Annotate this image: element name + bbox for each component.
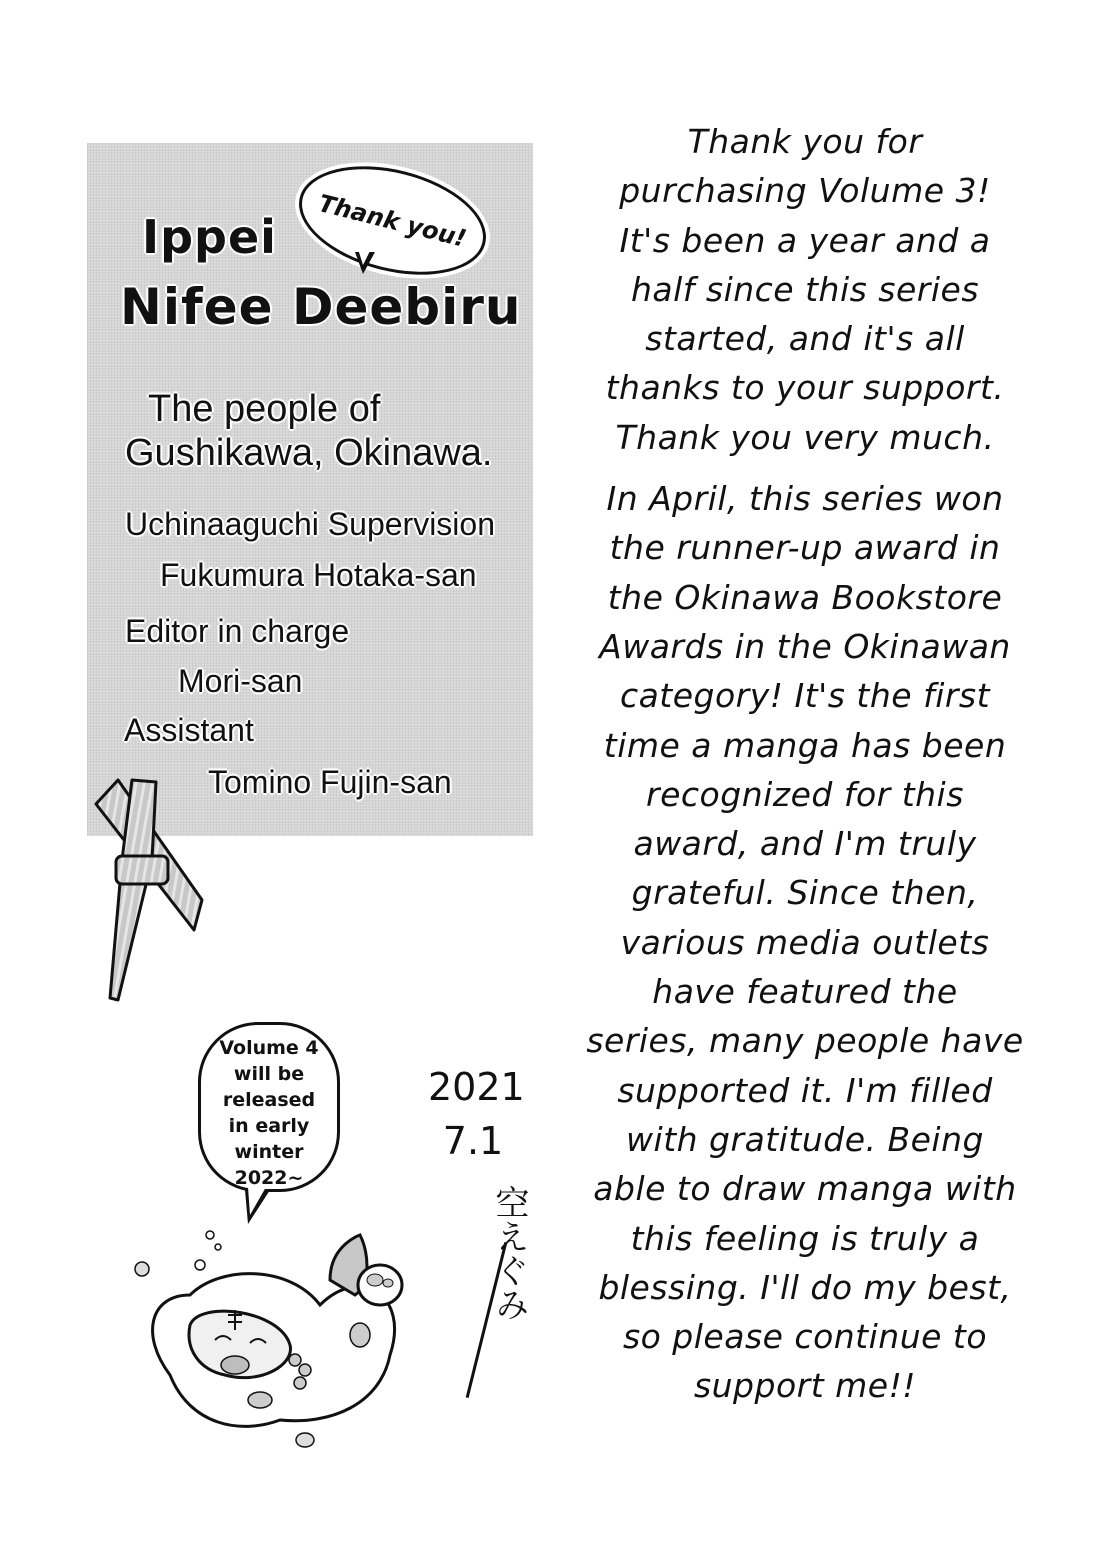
afterword-line: series, many people have (586, 1021, 1024, 1061)
afterword-paragraph-1 (565, 117, 1045, 462)
paragraph-gap (565, 462, 1045, 474)
afterword-line: various media outlets (620, 922, 990, 962)
role-editor-name: Mori-san (178, 663, 303, 699)
announcement-bubble-tail-icon (245, 1190, 270, 1224)
afterword-line: support me!! (693, 1366, 917, 1406)
afterword-line: time a manga has been (603, 725, 1007, 765)
afterword-line: the runner-up award in (609, 528, 1001, 568)
afterword-line: Thank you for (687, 122, 923, 161)
afterword-line: the Okinawa Bookstore (607, 577, 1003, 617)
afterword-line: recognized for this (646, 774, 964, 814)
author-last-name: Nifee Deebiru (120, 278, 522, 336)
afterword-line: category! It's the first (619, 676, 991, 716)
volume-4-announcement-bubble (198, 1022, 340, 1192)
date-year: 2021 (428, 1065, 525, 1109)
announcement-line: released (222, 1089, 316, 1111)
announcement-line: winter (234, 1141, 304, 1163)
afterword-line: blessing. I'll do my best, (598, 1267, 1012, 1307)
announcement-line: in early (228, 1115, 310, 1137)
announcement-line: 2022~ (234, 1167, 304, 1189)
role-assistant-name: Tomino Fujin-san (208, 764, 452, 800)
afterword-line: able to draw manga with (593, 1169, 1017, 1209)
afterword-paragraph-2 (565, 474, 1045, 1411)
afterword-line: so please continue to (622, 1317, 988, 1357)
thank-you-text: Thank you! (315, 188, 470, 253)
speech-bubble-tail-icon (355, 252, 375, 274)
afterword-line: supported it. I'm filled (617, 1070, 993, 1110)
dedication-line-1: The people of (148, 388, 381, 430)
afterword-line: grateful. Since then, (631, 873, 979, 913)
author-signature: 空えぐみ (489, 1185, 529, 1321)
afterword-line: this feeling is truly a (630, 1218, 980, 1258)
snorkel-cat-character-icon (130, 1225, 430, 1455)
dedication-line-2: Gushikawa, Okinawa. (125, 432, 493, 474)
afterword-line: Thank you very much. (615, 417, 995, 457)
afterword-line: have featured the (652, 972, 958, 1012)
role-assistant-label: Assistant (124, 712, 254, 748)
role-supervision-name: Fukumura Hotaka-san (160, 557, 477, 593)
afterword-line: In April, this series won (606, 479, 1004, 519)
afterword-line: award, and I'm truly (633, 824, 977, 864)
ribbon-knot-icon (90, 760, 210, 1000)
afterword-line: purchasing Volume 3! (619, 171, 991, 211)
afterword-line: thanks to your support. (605, 368, 1005, 408)
date-stamp (428, 1060, 525, 1168)
role-editor-label: Editor in charge (125, 613, 350, 649)
afterword-line: started, and it's all (645, 319, 965, 359)
role-supervision-label: Uchinaaguchi Supervision (125, 506, 495, 542)
afterword-line: Awards in the Okinawan (599, 626, 1011, 666)
afterword-line: with gratitude. Being (626, 1119, 984, 1159)
afterword-line: half since this series (630, 269, 980, 309)
announcement-line: Volume 4 (219, 1037, 319, 1059)
date-month-day: 7.1 (442, 1119, 504, 1163)
author-first-name: Ippei (142, 210, 277, 264)
afterword-line: It's been a year and a (619, 220, 991, 260)
announcement-line: will be (233, 1063, 305, 1085)
afterword-message (565, 117, 1045, 1411)
